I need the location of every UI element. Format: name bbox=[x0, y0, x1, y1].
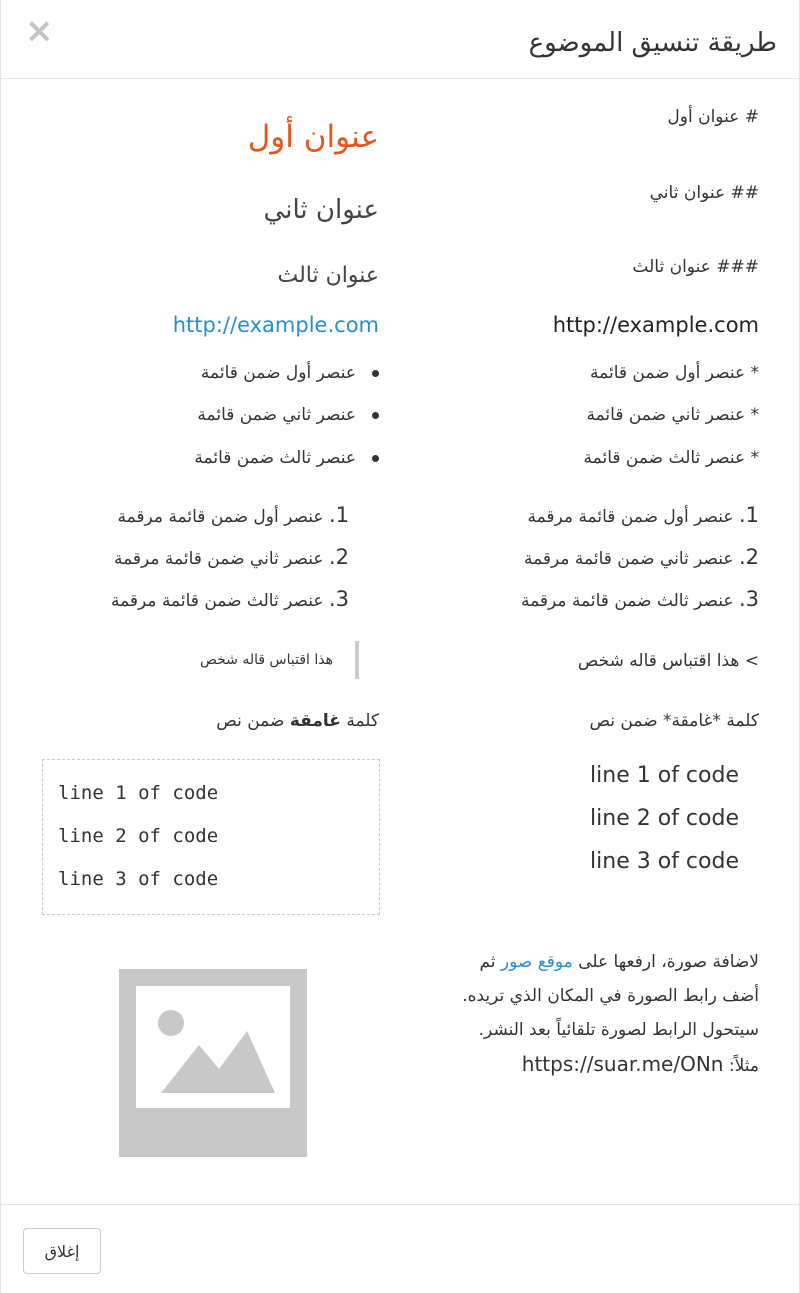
code-syntax-line-2: line 2 of code bbox=[590, 806, 739, 831]
numbered-syntax-3 bbox=[419, 587, 759, 611]
h2-result: عنوان ثاني bbox=[263, 195, 379, 225]
image-line1-after: ثم bbox=[479, 952, 501, 972]
quote-syntax: > هذا اقتباس قاله شخص bbox=[577, 651, 759, 671]
numbered-result-1-text: عنصر أول ضمن قائمة مرقمة bbox=[117, 507, 324, 527]
numbered-syntax-3-text: عنصر ثالث ضمن قائمة مرقمة bbox=[520, 591, 734, 611]
image-example-url: https://suar.me/ONn bbox=[521, 1052, 724, 1076]
code-line-2: line 2 of code bbox=[58, 825, 219, 847]
h3-syntax: ### عنوان ثالث bbox=[632, 257, 759, 277]
bullet-result-2: عنصر ثاني ضمن قائمة bbox=[39, 405, 379, 425]
numbered-result-1-number: 1. bbox=[328, 503, 349, 527]
close-icon[interactable]: × bbox=[25, 11, 54, 51]
numbered-syntax-1-text: عنصر أول ضمن قائمة مرقمة bbox=[527, 507, 734, 527]
bold-result-before: كلمة bbox=[340, 711, 379, 731]
image-instructions-line-3: سيتحول الرابط لصورة تلقائياً بعد النشر. bbox=[478, 1020, 759, 1040]
bullet-result-3: عنصر ثالث ضمن قائمة bbox=[39, 448, 379, 468]
bold-syntax: كلمة *غامقة* ضمن نص bbox=[589, 711, 759, 731]
h1-result: عنوان أول bbox=[247, 119, 379, 155]
image-placeholder-icon bbox=[119, 969, 307, 1157]
numbered-result-2-text: عنصر ثاني ضمن قائمة مرقمة bbox=[113, 549, 324, 569]
code-line-1: line 1 of code bbox=[58, 782, 219, 804]
numbered-syntax-1-number: 1. bbox=[738, 503, 759, 527]
h3-result: عنوان ثالث bbox=[277, 263, 379, 288]
link-result-cell bbox=[39, 313, 379, 337]
h1-syntax: # عنوان أول bbox=[667, 107, 759, 127]
numbered-syntax-2-number: 2. bbox=[738, 545, 759, 569]
numbered-syntax-3-number: 3. bbox=[738, 587, 759, 611]
modal-header bbox=[1, 0, 799, 79]
link-syntax: http://example.com bbox=[552, 313, 759, 337]
image-line1-before: لاضافة صورة، ارفعها على bbox=[572, 952, 759, 972]
bold-result bbox=[39, 711, 379, 731]
bold-result-after: ضمن نص bbox=[216, 711, 290, 731]
modal-body bbox=[1, 79, 799, 1204]
modal-title: طريقة تنسيق الموضوع bbox=[528, 28, 777, 58]
numbered-syntax-1 bbox=[419, 503, 759, 527]
close-button[interactable]: إغلاق bbox=[23, 1228, 101, 1274]
code-syntax-line-1: line 1 of code bbox=[590, 763, 739, 788]
modal-footer bbox=[1, 1204, 799, 1293]
numbered-result-3 bbox=[9, 587, 349, 611]
image-site-link[interactable]: موقع صور bbox=[500, 952, 573, 972]
image-instructions-line-4 bbox=[419, 1047, 759, 1083]
quote-result-cell bbox=[39, 641, 379, 679]
image-instructions-line-1 bbox=[419, 945, 759, 979]
numbered-result-1 bbox=[9, 503, 349, 527]
code-syntax-line-3: line 3 of code bbox=[590, 849, 739, 874]
example-link[interactable]: http://example.com bbox=[172, 313, 379, 337]
h2-syntax: ## عنوان ثاني bbox=[649, 183, 759, 203]
numbered-result-3-number: 3. bbox=[328, 587, 349, 611]
numbered-syntax-2 bbox=[419, 545, 759, 569]
code-block bbox=[42, 759, 380, 915]
bullet-syntax-3: * عنصر ثالث ضمن قائمة bbox=[583, 448, 759, 468]
bullet-result-1: عنصر أول ضمن قائمة bbox=[39, 363, 379, 383]
image-instructions-line-2: أضف رابط الصورة في المكان الذي تريده. bbox=[462, 986, 759, 1006]
numbered-result-3-text: عنصر ثالث ضمن قائمة مرقمة bbox=[110, 591, 324, 611]
image-instructions bbox=[419, 945, 759, 1083]
numbered-result-2-number: 2. bbox=[328, 545, 349, 569]
bullet-syntax-2: * عنصر ثاني ضمن قائمة bbox=[586, 405, 759, 425]
bold-word: غامقة bbox=[289, 711, 341, 731]
numbered-syntax-2-text: عنصر ثاني ضمن قائمة مرقمة bbox=[523, 549, 734, 569]
image-example-label: مثلاً: bbox=[723, 1056, 759, 1076]
numbered-result-2 bbox=[9, 545, 349, 569]
bullet-syntax-1: * عنصر أول ضمن قائمة bbox=[590, 363, 759, 383]
code-line-3: line 3 of code bbox=[58, 868, 219, 890]
blockquote: هذا اقتباس قاله شخص bbox=[200, 641, 359, 679]
